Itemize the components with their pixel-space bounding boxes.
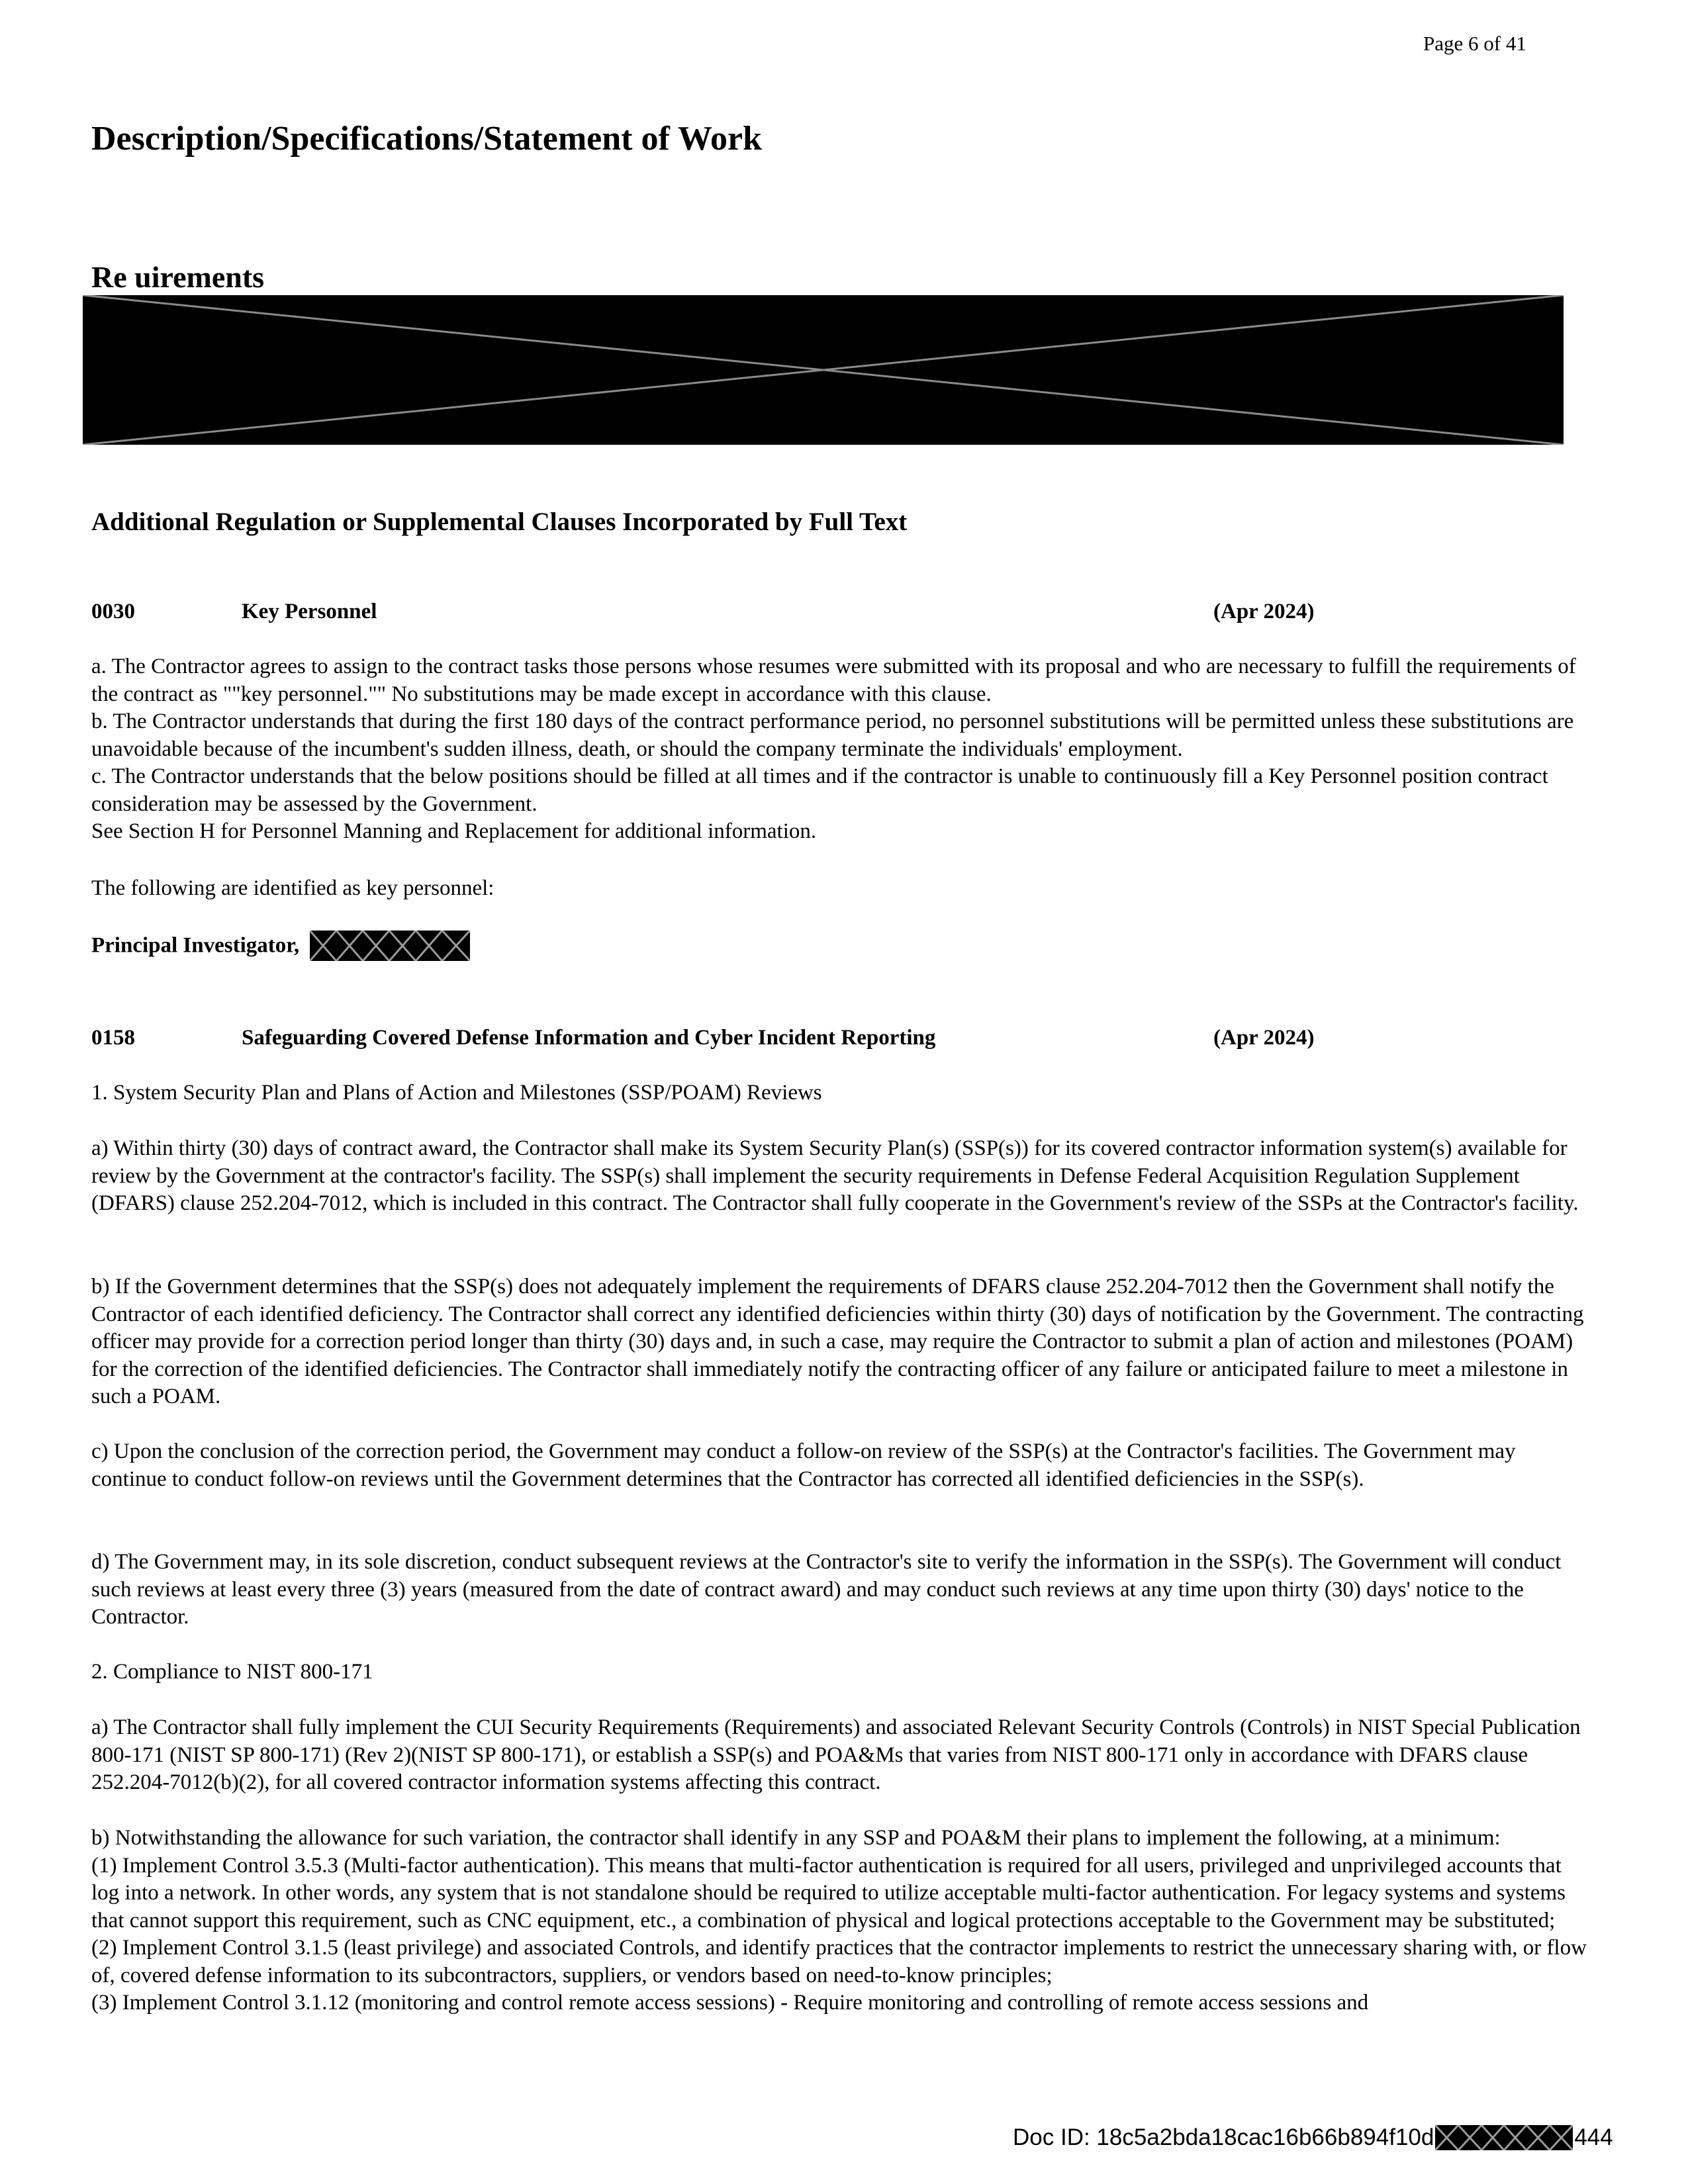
paragraph-line: (1) Implement Control 3.5.3 (Multi-factor authentication). This means that multi-factor authentication is required for all users, privileged and unprivileged accounts that log into a network. In other words, any system that is not standalone should be required to utilize acceptable multi-factor authentication. For legacy systems and systems that cannot support this requirement, such as CNC equipment, etc., a combination of physical and logical protections acceptable to the Government may be substituted; <box>91 1853 1566 1933</box>
page-number: Page 6 of 41 <box>1423 32 1526 55</box>
clause-0030-header <box>91 600 1587 629</box>
clause-title: Safeguarding Covered Defense Information and Cyber Incident Reporting <box>242 1026 936 1050</box>
paragraph: See Section H for Personnel Manning and Replacement for additional information. <box>91 819 817 843</box>
paragraph-2a: a) The Contractor shall fully implement the CUI Security Requirements (Requirements) and associated Relevant Security Controls (Controls) in NIST Special Publication 800-171 (NIST SP 800-171) (Rev 2)(NIST SP 800-171), or establish a SSP(s) and POA&Ms that varies from NIST 800-171 only in accordance with DFARS clause 252.204-7012(b)(2), for all covered contractor information systems affecting this contract. <box>91 1715 1581 1794</box>
clause-number: 0030 <box>91 600 135 623</box>
doc-id-prefix: Doc ID: 18c5a2bda18cac16b66b894f10d <box>1013 2124 1434 2150</box>
paragraph-line: b) Notwithstanding the allowance for such variation, the contractor shall identify in any SSP and POA&M their plans to implement the following, at a minimum: <box>91 1826 1501 1850</box>
clause-0158-header <box>91 1026 1587 1055</box>
redaction-block <box>310 931 470 961</box>
redaction-block <box>83 295 1564 445</box>
section-1-heading: 1. System Security Plan and Plans of Action and Milestones (SSP/POAM) Reviews <box>91 1081 822 1105</box>
paragraph: b. The Contractor understands that during the first 180 days of the contract performance period, no personnel substitutions will be permitted unless these substitutions are unavoidable because of the incumbent's sudden illness, death, or should the company terminate the individuals' employment. <box>91 709 1574 761</box>
page-title: Description/Specifications/Statement of Work <box>91 120 762 158</box>
paragraph-1c: c) Upon the conclusion of the correction period, the Government may conduct a follow-on review of the SSP(s) at the Contractor's facilities. The Government may continue to conduct follow-on reviews until the Government determines that the Contractor has corrected all identified deficiencies in the SSP(s). <box>91 1439 1516 1491</box>
redaction-block <box>1435 2125 1573 2150</box>
doc-id-footer <box>1013 2123 1613 2151</box>
paragraph-1b: b) If the Government determines that the SSP(s) does not adequately implement the requirements of DFARS clause 252.204-7012 then the Government shall notify the Contractor of each identified deficiency. The Contractor shall correct any identified deficiencies within thirty (30) days of notification by the Government. The contracting officer may provide for a correction period longer than thirty (30) days and, in such a case, may require the Contractor to submit a plan of action and milestones (POAM) for the correction of the identified deficiencies. The Contractor shall immediately notify the contracting officer of any failure or anticipated failure to meet a milestone in such a POAM. <box>91 1275 1584 1408</box>
paragraph-2b <box>91 1825 1587 2017</box>
paragraph-1d: d) The Government may, in its sole discretion, conduct subsequent reviews at the Contractor's site to verify the information in the SSP(s). The Government will conduct such reviews at least every three (3) years (measured from the date of contract award) and may conduct such reviews at any time upon thirty (30) days' notice to the Contractor. <box>91 1550 1562 1629</box>
principal-investigator-label: Principal Investigator, <box>91 933 300 958</box>
clause-date: (Apr 2024) <box>1213 600 1315 623</box>
doc-id-suffix: 444 <box>1574 2124 1613 2150</box>
section-2-heading: 2. Compliance to NIST 800-171 <box>91 1660 373 1684</box>
clause-0030-body <box>91 653 1587 846</box>
paragraph-line: (2) Implement Control 3.1.5 (least privilege) and associated Controls, and identify practices that the contractor implements to restrict the unnecessary sharing with, or flow of, covered defense information to its subcontractors, suppliers, or vendors based on need-to-know principles; <box>91 1936 1587 1987</box>
paragraph: a. The Contractor agrees to assign to the contract tasks those persons whose resumes were submitted with its proposal and who are necessary to fulfill the requirements of the contract as ""key personnel."" No substitutions may be made except in accordance with this clause. <box>91 655 1576 706</box>
paragraph-line: (3) Implement Control 3.1.12 (monitoring and control remote access sessions) - Require monitoring and controlling of remote access sessions and <box>91 1991 1369 2015</box>
paragraph: c. The Contractor understands that the below positions should be filled at all times and if the contractor is unable to continuously fill a Key Personnel position contract consideration may be assessed by the Government. <box>91 764 1548 816</box>
clause-date: (Apr 2024) <box>1213 1026 1315 1050</box>
key-personnel-intro: The following are identified as key personnel: <box>91 876 494 900</box>
clause-number: 0158 <box>91 1026 135 1050</box>
principal-investigator-line <box>91 931 470 964</box>
paragraph-1a: a) Within thirty (30) days of contract award, the Contractor shall make its System Security Plan(s) (SSP(s)) for its covered contractor information system(s) available for review by the Government at the contractor's facility. The SSP(s) shall implement the security requirements in Defense Federal Acquisition Regulation Supplement (DFARS) clause 252.204-7012, which is included in this contract. The Contractor shall fully cooperate in the Government's review of the SSPs at the Contractor's facility. <box>91 1136 1579 1215</box>
requirements-heading: Re uirements <box>91 260 265 294</box>
section-heading: Additional Regulation or Supplemental Clauses Incorporated by Full Text <box>91 508 908 536</box>
clause-title: Key Personnel <box>242 600 377 623</box>
